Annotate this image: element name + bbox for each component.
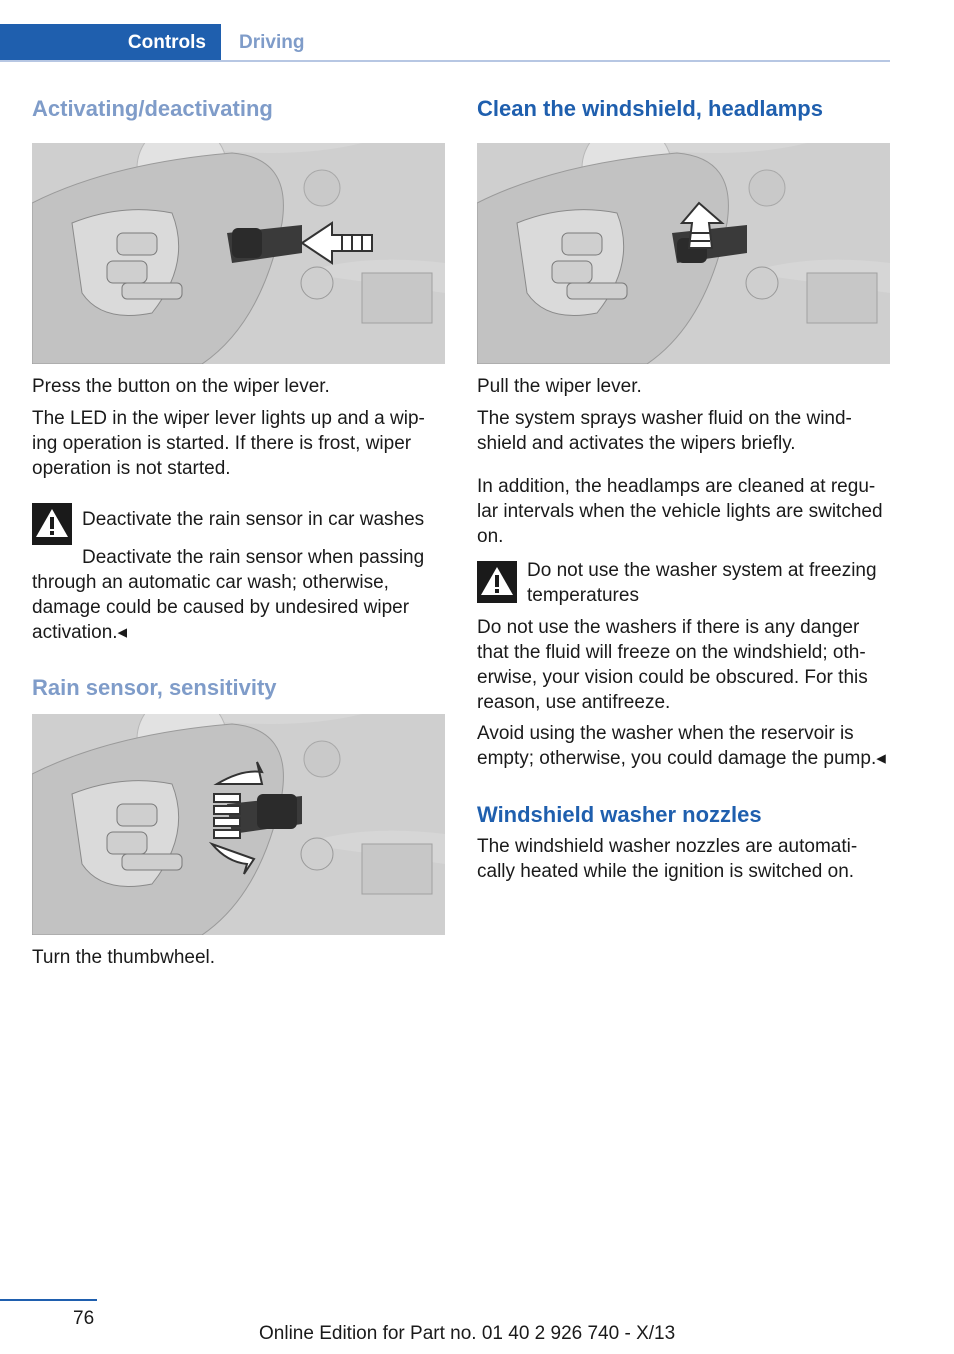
heading-washer-nozzles: Windshield washer nozzles xyxy=(477,802,762,828)
footer-edition: Online Edition for Part no. 01 40 2 926 740 - X/13 xyxy=(259,1323,676,1344)
figure-pull-lever xyxy=(477,143,890,364)
tab-driving[interactable]: Driving xyxy=(239,31,305,53)
warning-icon xyxy=(32,503,72,545)
warning-rain-sensor xyxy=(32,503,445,545)
tab-controls[interactable]: Controls xyxy=(0,24,221,61)
paragraph-press-button: Press the button on the wiper lever. xyxy=(32,376,330,398)
figure-wiper-button xyxy=(32,143,445,364)
paragraph-headlamps: In addition, the headlamps are cleaned at regu‐lar intervals when the vehicle lights are switched on. xyxy=(477,476,883,548)
heading-rain-sensor: Rain sensor, sensitivity xyxy=(32,675,277,701)
header-rule xyxy=(0,60,890,62)
heading-clean-windshield: Clean the windshield, headlamps xyxy=(477,96,823,121)
warning-body-freeze: Do not use the washers if there is any danger that the fluid will freeze on the windshield; oth‐erwise, your vision could be obscured. For this reason, use antifreeze. xyxy=(477,617,868,714)
figure-thumbwheel xyxy=(32,714,445,935)
left-column xyxy=(32,96,445,970)
paragraph-sprays: The system sprays washer fluid on the wind‐shield and activates the wipers briefly. xyxy=(477,408,852,455)
warning-title: Do not use the washer system at freezing temperatures xyxy=(527,560,877,607)
paragraph-nozzles: The windshield washer nozzles are automati‐cally heated while the ignition is switched on. xyxy=(477,835,858,882)
warning-title: Deactivate the rain sensor in car washes xyxy=(82,509,425,531)
warning-freezing xyxy=(477,561,890,608)
paragraph-led: The LED in the wiper lever lights up and a wip‐ing operation is started. If there is frost, wiper operation is not started. xyxy=(32,408,425,480)
warning-body-reservoir: Avoid using the washer when the reservoir is empty; otherwise, you could damage the pump.◂ xyxy=(477,723,886,770)
right-column xyxy=(477,96,890,884)
warning-body: Deactivate the rain sensor when passing through an automatic car wash; otherwise, damage could be caused by undesired wiper activation.◂ xyxy=(32,547,425,644)
paragraph-thumbwheel: Turn the thumbwheel. xyxy=(32,946,216,968)
paragraph-pull-lever: Pull the wiper lever. xyxy=(477,376,642,398)
heading-activating: Activating/deactivating xyxy=(32,96,273,121)
page-number: 76 xyxy=(73,1308,95,1329)
warning-icon xyxy=(477,561,517,603)
footer-rule xyxy=(0,1299,97,1301)
